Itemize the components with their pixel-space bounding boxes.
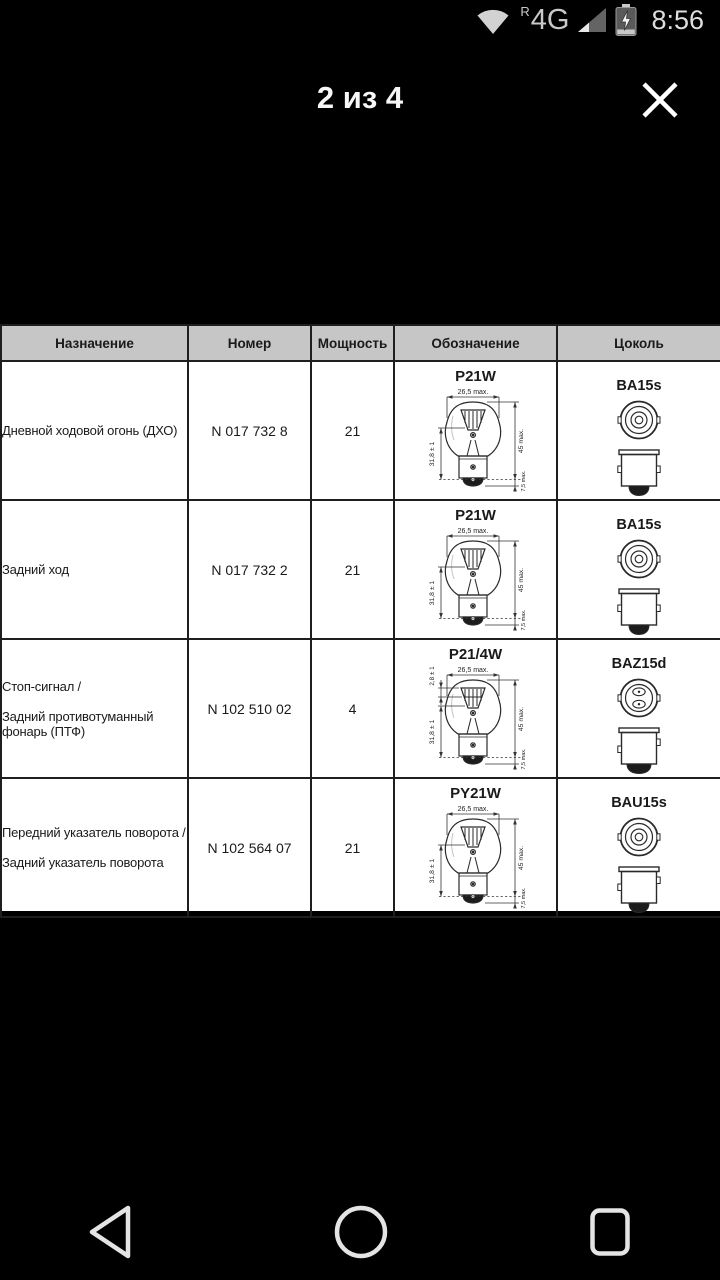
header-power: Мощность [311, 325, 394, 361]
number-cell: N 102 510 02 [188, 639, 311, 778]
recents-button[interactable] [589, 1207, 631, 1260]
power-cell: 21 [311, 500, 394, 639]
power-cell: 21 [311, 361, 394, 500]
header-base: Цоколь [557, 325, 720, 361]
table-row [1, 639, 720, 778]
ba15s-base-icon [589, 400, 689, 496]
dim-label-right: 45 max. [517, 845, 525, 871]
purpose-cell [1, 639, 188, 778]
dim-label-bottom: 7,5 max. [520, 748, 527, 770]
dim-label-right: 45 max. [517, 706, 525, 732]
close-button[interactable] [640, 80, 680, 120]
navigation-bar [0, 1176, 720, 1280]
dim-label-extra: 2,8 ± 1 [428, 666, 436, 686]
ba15s-base-icon [589, 539, 689, 635]
power-cell: 4 [311, 639, 394, 778]
dim-label-right: 45 max. [517, 428, 525, 454]
baz15d-base-icon [589, 678, 689, 774]
purpose-cell [1, 500, 188, 639]
table-row [1, 778, 720, 917]
table-row [1, 361, 720, 500]
photo-counter: 2 из 4 [316, 80, 404, 115]
home-button[interactable] [333, 1204, 389, 1263]
base-type-label: BA15s [616, 378, 662, 394]
purpose-text: Задний ход [2, 562, 69, 577]
dim-label-bottom: 7,5 max. [520, 887, 527, 909]
base-cell [557, 778, 720, 917]
home-icon [333, 1204, 389, 1260]
header-purpose: Назначение [1, 325, 188, 361]
bulb-type-label: P21W [455, 368, 496, 385]
close-icon [640, 80, 680, 120]
battery-charging-icon [615, 4, 637, 36]
dim-label-top: 26,5 max. [457, 667, 488, 674]
base-cell [557, 639, 720, 778]
dim-label-left: 31,8 ± 1 [428, 441, 436, 467]
status-bar [0, 0, 720, 40]
photo-area[interactable] [0, 324, 720, 911]
header-designation: Обозначение [394, 325, 557, 361]
bulb-diagram [401, 803, 551, 911]
bulb-type-label: P21/4W [448, 646, 503, 663]
bulb-diagram [401, 664, 551, 772]
dim-label-bottom: 7,5 max. [520, 470, 527, 492]
dim-label-bottom: 7,5 max. [520, 609, 527, 631]
purpose-text: Передний указатель поворота / [2, 825, 186, 840]
dim-label-left: 31,8 ± 1 [428, 719, 436, 745]
bau15s-base-icon [589, 817, 689, 913]
bulb-diagram [401, 386, 551, 494]
image-viewer-header [0, 70, 720, 130]
wifi-icon [475, 7, 511, 34]
back-icon [86, 1204, 132, 1260]
purpose-cell [1, 778, 188, 917]
purpose-text: Стоп-сигнал / [2, 678, 81, 694]
back-button[interactable] [86, 1204, 132, 1263]
bulb-type-label: PY21W [450, 785, 501, 802]
network-indicator [520, 2, 569, 38]
bulb-diagram [401, 525, 551, 633]
recents-icon [589, 1207, 631, 1257]
bulb-type-label: P21W [455, 507, 496, 524]
purpose-text: Задний противотуманный фонарь (ПТФ) [2, 708, 154, 739]
base-cell [557, 361, 720, 500]
bulb-spec-table [0, 324, 720, 918]
table-header-row [1, 325, 720, 361]
dim-label-top: 26,5 max. [457, 806, 488, 813]
dim-label-top: 26,5 max. [457, 389, 488, 396]
signal-icon [578, 8, 606, 32]
purpose-text: Задний указатель поворота [2, 855, 164, 870]
designation-cell [394, 639, 557, 778]
header-number: Номер [188, 325, 311, 361]
purpose-text: Дневной ходовой огонь (ДХО) [2, 423, 178, 438]
base-cell [557, 500, 720, 639]
roaming-label: R [520, 4, 530, 19]
designation-cell [394, 361, 557, 500]
number-cell: N 017 732 2 [188, 500, 311, 639]
dim-label-top: 26,5 max. [457, 528, 488, 535]
table-row [1, 500, 720, 639]
purpose-cell [1, 361, 188, 500]
clock-label: 8:56 [651, 4, 704, 35]
designation-cell [394, 500, 557, 639]
dim-label-right: 45 max. [517, 567, 525, 593]
number-cell: N 102 564 07 [188, 778, 311, 917]
number-cell: N 017 732 8 [188, 361, 311, 500]
dim-label-left: 31,8 ± 1 [428, 580, 436, 606]
power-cell: 21 [311, 778, 394, 917]
network-type-label: 4G [530, 4, 570, 36]
base-type-label: BA15s [616, 517, 662, 533]
base-type-label: BAU15s [611, 795, 667, 811]
dim-label-left: 31,8 ± 1 [428, 858, 436, 884]
base-type-label: BAZ15d [611, 656, 667, 672]
designation-cell [394, 778, 557, 917]
